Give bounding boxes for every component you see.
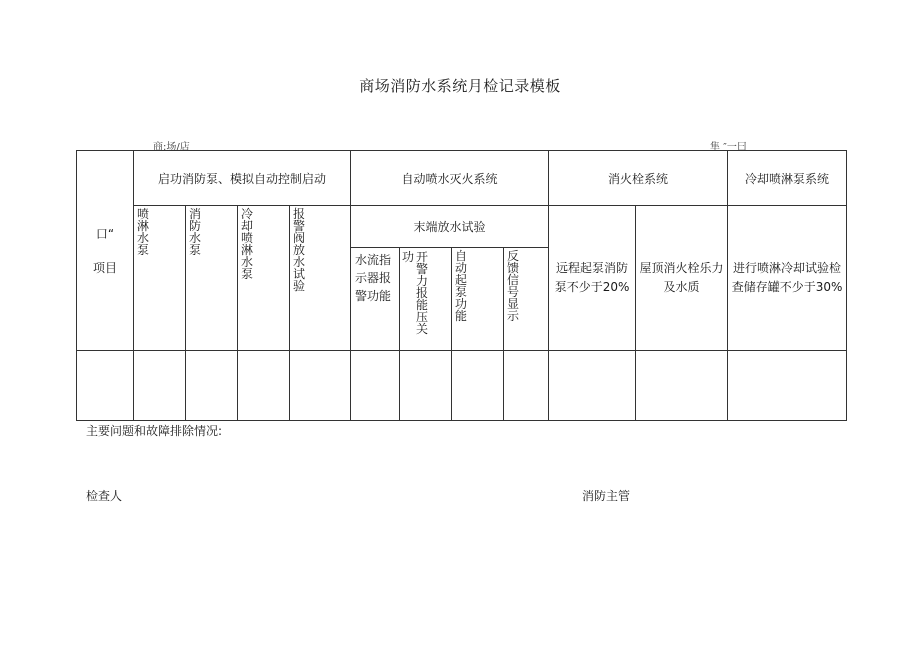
- col-remote-pump: 远程起泵消防泵不少于20%: [549, 206, 636, 351]
- record-cell-11[interactable]: [636, 351, 728, 421]
- record-cell-10[interactable]: [549, 351, 636, 421]
- supervisor-label: 消防主管: [582, 489, 631, 503]
- group-hydrant-system: 消火栓系统: [549, 151, 728, 206]
- issues-label: 主要问题和故障排除情况:: [86, 424, 223, 438]
- col-auto-pump: 自动起泵功能: [452, 248, 504, 351]
- record-cell-8[interactable]: [452, 351, 504, 421]
- col-alarm-valve-test: 报警阀放水试验: [290, 206, 351, 351]
- group-pump-start: 启功消防泵、模拟自动控制启动: [134, 151, 351, 206]
- mall-store-label: 商:场/店: [153, 142, 190, 153]
- col-cooling-pump: 冷却喷淋水泵: [238, 206, 290, 351]
- record-cell-1[interactable]: [77, 351, 134, 421]
- group-cooling-system: 冷却喷淋泵系统: [728, 151, 847, 206]
- inspection-table: [76, 150, 847, 421]
- col-feedback-signal: 反馈信号显示: [504, 248, 549, 351]
- col-fire-pump: 消防水泵: [186, 206, 238, 351]
- item-mark: 口“: [95, 226, 115, 241]
- col-cooling-test: 进行喷淋冷却试验检查储存罐不少于30%: [728, 206, 847, 351]
- col-sprinkler-pump: 喷淋水泵: [134, 206, 186, 351]
- checker-label: 检查人: [86, 489, 123, 503]
- pressure-switch-label: 开警力报能压关: [416, 250, 429, 336]
- record-cell-2[interactable]: [134, 351, 186, 421]
- record-cell-5[interactable]: [290, 351, 351, 421]
- item-header-cell: [77, 151, 134, 351]
- record-cell-9[interactable]: [504, 351, 549, 421]
- record-cell-12[interactable]: [728, 351, 847, 421]
- col-roof-hydrant: 屋顶消火栓乐力及水质: [636, 206, 728, 351]
- col-flow-indicator: 水流指示器报警功能: [351, 248, 400, 351]
- page-title: 商场消防水系统月检记录模板: [359, 77, 561, 95]
- group-sprinkler-system: 自动喷水灭火系统: [351, 151, 549, 206]
- record-cell-4[interactable]: [238, 351, 290, 421]
- record-cell-3[interactable]: [186, 351, 238, 421]
- record-cell-7[interactable]: [400, 351, 452, 421]
- pressure-left-char: 功: [402, 250, 415, 264]
- record-cell-6[interactable]: [351, 351, 400, 421]
- col-pressure-switch: [400, 248, 452, 351]
- item-label: 项目: [92, 260, 117, 275]
- end-drain-test: 末端放水试验: [351, 206, 549, 248]
- date-label: 隼 ″一曰: [710, 142, 747, 153]
